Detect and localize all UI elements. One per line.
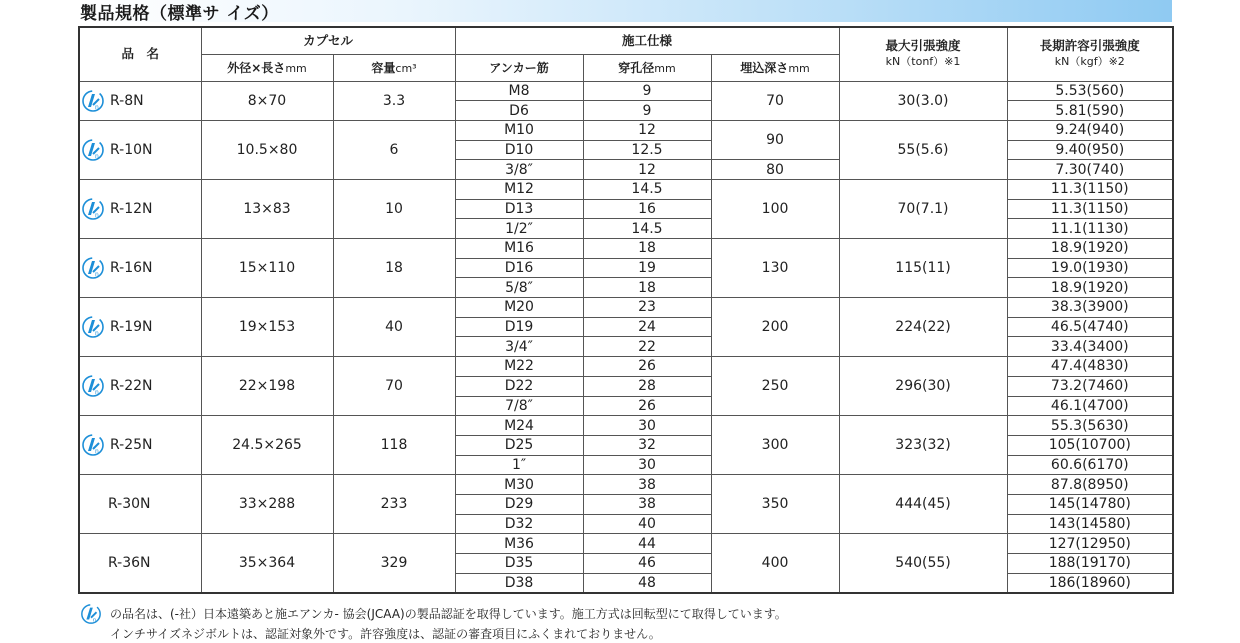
long-strength-cell: 19.0(1930) [1007, 258, 1173, 278]
max-strength-cell: 30(3.0) [839, 81, 1007, 120]
long-strength-cell: 18.9(1920) [1007, 239, 1173, 259]
drill-cell: 38 [583, 494, 711, 514]
product-name: R-12N [110, 200, 153, 217]
header-name: 品 名 [79, 27, 201, 81]
long-strength-cell: 9.40(950) [1007, 140, 1173, 160]
capsule-vol-cell: 233 [333, 475, 455, 534]
long-strength-cell: 105(10700) [1007, 435, 1173, 455]
capsule-vol-cell: 329 [333, 534, 455, 593]
anchor-cell: D29 [455, 494, 583, 514]
drill-cell: 16 [583, 199, 711, 219]
svg-text:n: n [95, 152, 99, 160]
product-name-wrap [82, 556, 201, 570]
capsule-dim-cell: 22×198 [201, 357, 333, 416]
capsule-vol-cell: 18 [333, 239, 455, 298]
drill-cell: 28 [583, 376, 711, 396]
product-name-cell [79, 81, 201, 120]
drill-cell: 12.5 [583, 140, 711, 160]
anchor-cell: D6 [455, 101, 583, 121]
long-strength-cell: 11.3(1150) [1007, 199, 1173, 219]
header-capsule: カプセル [201, 27, 455, 54]
table-row [79, 239, 1173, 259]
drill-cell: 12 [583, 120, 711, 140]
anchor-cell: D35 [455, 554, 583, 574]
long-strength-cell: 11.1(1130) [1007, 219, 1173, 239]
long-strength-cell: 46.1(4700) [1007, 396, 1173, 416]
header-capsule-dim-label: 外径×長さ [227, 60, 286, 75]
max-strength-cell: 55(5.6) [839, 120, 1007, 179]
long-strength-cell: 38.3(3900) [1007, 298, 1173, 318]
drill-cell: 12 [583, 160, 711, 180]
capsule-dim-cell: 24.5×265 [201, 416, 333, 475]
title-bar [78, 0, 1172, 22]
product-name-wrap [82, 315, 201, 339]
svg-text:n: n [95, 389, 99, 397]
drill-cell: 9 [583, 81, 711, 101]
capsule-vol-cell: 70 [333, 357, 455, 416]
long-strength-cell: 18.9(1920) [1007, 278, 1173, 298]
drill-cell: 46 [583, 554, 711, 574]
anchor-cell: M36 [455, 534, 583, 554]
certification-icon [80, 603, 102, 625]
drill-cell: 38 [583, 475, 711, 495]
header-max-units: kN（tonf）※1 [885, 55, 961, 69]
header-embed [711, 54, 839, 81]
drill-cell: 22 [583, 337, 711, 357]
embed-cell: 80 [711, 160, 839, 180]
table-row [79, 534, 1173, 554]
embed-cell: 300 [711, 416, 839, 475]
header-capsule-vol-label: 容量 [371, 60, 396, 75]
certification-icon [82, 315, 104, 339]
long-strength-cell: 127(12950) [1007, 534, 1173, 554]
embed-cell: 130 [711, 239, 839, 298]
svg-text:n: n [92, 617, 97, 624]
drill-cell: 19 [583, 258, 711, 278]
long-strength-cell: 143(14580) [1007, 514, 1173, 534]
long-strength-cell: 60.6(6170) [1007, 455, 1173, 475]
long-strength-cell: 55.3(5630) [1007, 416, 1173, 436]
drill-cell: 44 [583, 534, 711, 554]
product-name-wrap [82, 374, 201, 398]
product-name-wrap [82, 256, 201, 280]
anchor-cell: 1″ [455, 455, 583, 475]
embed-cell: 250 [711, 357, 839, 416]
drill-cell: 18 [583, 239, 711, 259]
table-row [79, 298, 1173, 318]
long-strength-cell: 7.30(740) [1007, 160, 1173, 180]
product-name-cell [79, 475, 201, 534]
svg-text:n: n [95, 103, 99, 111]
header-long-units: kN（kgf）※2 [1054, 55, 1125, 69]
embed-cell: 400 [711, 534, 839, 593]
anchor-cell: M16 [455, 239, 583, 259]
capsule-dim-cell: 13×83 [201, 179, 333, 238]
header-embed-label: 埋込深さ [740, 60, 789, 75]
long-strength-cell: 188(19170) [1007, 554, 1173, 574]
max-strength-cell: 296(30) [839, 357, 1007, 416]
anchor-cell: M20 [455, 298, 583, 318]
long-strength-cell: 11.3(1150) [1007, 179, 1173, 199]
product-name-cell [79, 357, 201, 416]
header-max-strength [839, 27, 1007, 81]
long-strength-cell: 5.53(560) [1007, 81, 1173, 101]
embed-cell: 350 [711, 475, 839, 534]
product-name: R-16N [110, 260, 153, 277]
product-name: R-30N [108, 496, 151, 513]
capsule-dim-cell: 33×288 [201, 475, 333, 534]
capsule-vol-cell: 3.3 [333, 81, 455, 120]
footnote-2 [80, 625, 1170, 643]
anchor-cell: D13 [455, 199, 583, 219]
capsule-vol-cell: 6 [333, 120, 455, 179]
anchor-cell: M10 [455, 120, 583, 140]
max-strength-cell: 70(7.1) [839, 179, 1007, 238]
product-name: R-8N [110, 92, 144, 109]
svg-text:n: n [95, 448, 99, 456]
page-title: 製品規格（標準サ イズ） [80, 4, 279, 24]
product-name-wrap [82, 497, 201, 511]
capsule-vol-cell: 118 [333, 416, 455, 475]
anchor-cell: 3/4″ [455, 337, 583, 357]
product-name-cell [79, 120, 201, 179]
header-embed-unit: mm [788, 61, 810, 75]
product-name-cell [79, 298, 201, 357]
footnote-2-text: インチサイズネジボルトは、認証対象外です。許容強度は、認証の審査項目にふくまれておりません。 [110, 627, 661, 641]
table-row [79, 179, 1173, 199]
header-construction: 施工仕様 [455, 27, 839, 54]
table-row [79, 416, 1173, 436]
product-name-wrap [82, 433, 201, 457]
product-name-wrap [82, 197, 201, 221]
certification-icon [82, 89, 104, 113]
drill-cell: 24 [583, 317, 711, 337]
anchor-cell: M8 [455, 81, 583, 101]
certification-icon [82, 433, 104, 457]
long-strength-cell: 46.5(4740) [1007, 317, 1173, 337]
anchor-cell: 7/8″ [455, 396, 583, 416]
certification-icon [82, 197, 104, 221]
header-max-title: 最大引張強度 [885, 38, 961, 54]
anchor-cell: 5/8″ [455, 278, 583, 298]
drill-cell: 26 [583, 396, 711, 416]
anchor-cell: D10 [455, 140, 583, 160]
capsule-dim-cell: 15×110 [201, 239, 333, 298]
drill-cell: 9 [583, 101, 711, 121]
drill-cell: 26 [583, 357, 711, 377]
drill-cell: 40 [583, 514, 711, 534]
drill-cell: 14.5 [583, 219, 711, 239]
table-row [79, 120, 1173, 140]
anchor-cell: D38 [455, 573, 583, 593]
anchor-cell: D16 [455, 258, 583, 278]
capsule-dim-cell: 8×70 [201, 81, 333, 120]
header-capsule-dim-unit: mm [285, 61, 307, 75]
svg-text:n: n [95, 211, 99, 219]
anchor-cell: D22 [455, 376, 583, 396]
max-strength-cell: 323(32) [839, 416, 1007, 475]
certification-icon [82, 256, 104, 280]
header-anchor: アンカー筋 [455, 54, 583, 81]
svg-text:n: n [95, 271, 99, 279]
max-strength-cell: 540(55) [839, 534, 1007, 593]
long-strength-cell: 145(14780) [1007, 494, 1173, 514]
certification-icon [82, 374, 104, 398]
drill-cell: 14.5 [583, 179, 711, 199]
capsule-dim-cell: 10.5×80 [201, 120, 333, 179]
product-name-cell [79, 239, 201, 298]
embed-cell: 70 [711, 81, 839, 120]
max-strength-cell: 444(45) [839, 475, 1007, 534]
anchor-cell: 3/8″ [455, 160, 583, 180]
drill-cell: 18 [583, 278, 711, 298]
anchor-cell: D25 [455, 435, 583, 455]
product-name-cell [79, 179, 201, 238]
anchor-cell: M30 [455, 475, 583, 495]
spec-table-body [79, 81, 1173, 593]
header-capsule-vol [333, 54, 455, 81]
drill-cell: 48 [583, 573, 711, 593]
embed-cell: 90 [711, 120, 839, 159]
anchor-cell: M24 [455, 416, 583, 436]
max-strength-cell: 115(11) [839, 239, 1007, 298]
product-name-wrap [82, 89, 201, 113]
product-name-cell [79, 416, 201, 475]
long-strength-cell: 9.24(940) [1007, 120, 1173, 140]
drill-cell: 32 [583, 435, 711, 455]
drill-cell: 30 [583, 455, 711, 475]
anchor-cell: 1/2″ [455, 219, 583, 239]
anchor-cell: D32 [455, 514, 583, 534]
certification-icon [82, 138, 104, 162]
header-capsule-dim [201, 54, 333, 81]
product-name: R-10N [110, 141, 153, 158]
spec-table [78, 26, 1174, 594]
product-name-wrap [82, 138, 201, 162]
drill-cell: 23 [583, 298, 711, 318]
anchor-cell: M12 [455, 179, 583, 199]
capsule-vol-cell: 10 [333, 179, 455, 238]
long-strength-cell: 73.2(7460) [1007, 376, 1173, 396]
header-drill-unit: mm [654, 61, 676, 75]
long-strength-cell: 47.4(4830) [1007, 357, 1173, 377]
svg-text:n: n [95, 330, 99, 338]
header-capsule-vol-unit: cm³ [395, 61, 417, 75]
long-strength-cell: 5.81(590) [1007, 101, 1173, 121]
footnotes [80, 603, 1170, 643]
long-strength-cell: 186(18960) [1007, 573, 1173, 593]
capsule-vol-cell: 40 [333, 298, 455, 357]
footnote-1 [80, 603, 1170, 625]
table-row [79, 81, 1173, 101]
footnote-1-text: の品名は、(-社）日本遠築あと施エアンカ- 協会(JCAA)の製品認証を取得しています。施工方式は回転型にて取得しています。 [110, 607, 787, 621]
product-name: R-36N [108, 555, 151, 572]
embed-cell: 100 [711, 179, 839, 238]
capsule-dim-cell: 19×153 [201, 298, 333, 357]
header-long-strength [1007, 27, 1173, 81]
product-name-cell [79, 534, 201, 593]
header-drill-label: 穿孔径 [618, 60, 655, 75]
embed-cell: 200 [711, 298, 839, 357]
capsule-dim-cell: 35×364 [201, 534, 333, 593]
table-row [79, 357, 1173, 377]
product-name: R-19N [110, 319, 153, 336]
table-row [79, 475, 1173, 495]
anchor-cell: D19 [455, 317, 583, 337]
product-name: R-22N [110, 378, 153, 395]
anchor-cell: M22 [455, 357, 583, 377]
header-long-title: 長期許容引張強度 [1039, 38, 1140, 54]
drill-cell: 30 [583, 416, 711, 436]
header-drill [583, 54, 711, 81]
long-strength-cell: 87.8(8950) [1007, 475, 1173, 495]
max-strength-cell: 224(22) [839, 298, 1007, 357]
long-strength-cell: 33.4(3400) [1007, 337, 1173, 357]
product-name: R-25N [110, 437, 153, 454]
